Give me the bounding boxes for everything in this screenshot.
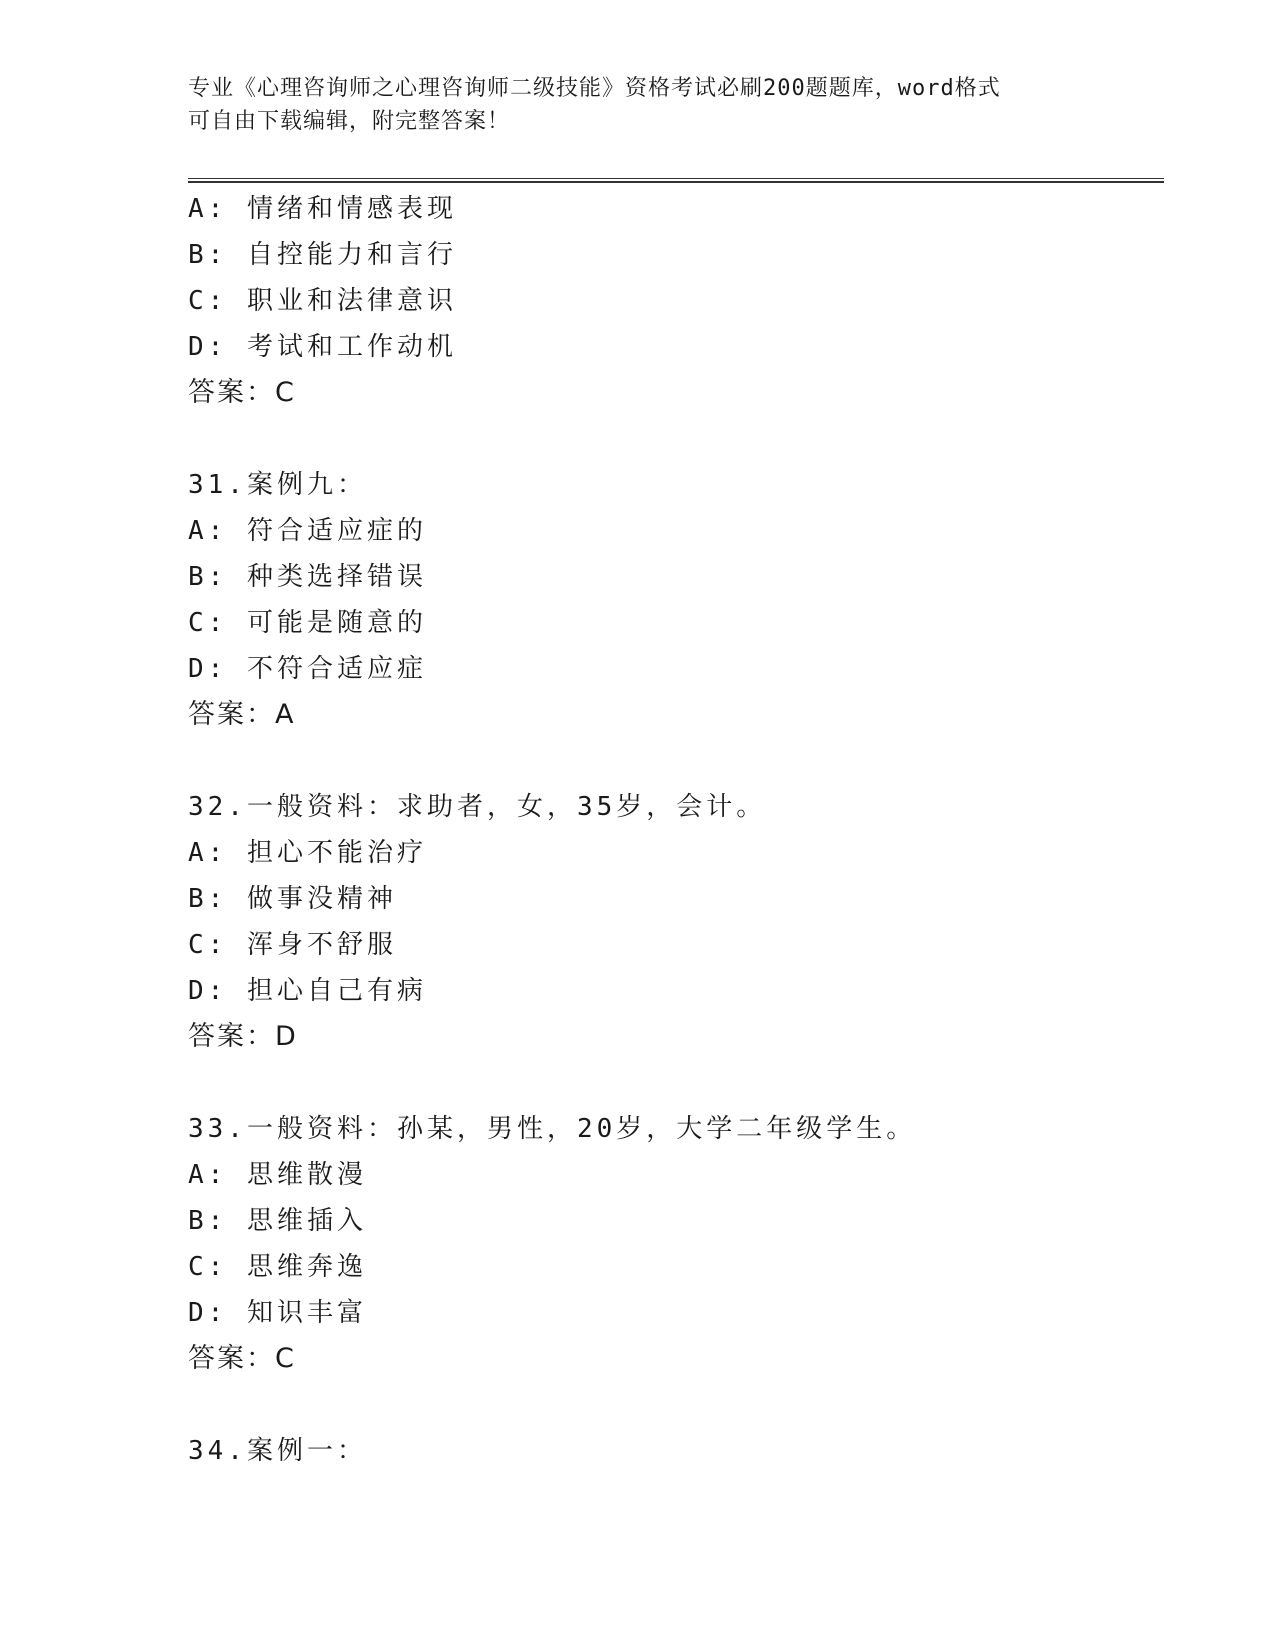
option-a: A: 思维散漫 [188,1160,367,1190]
document-header [188,72,1088,138]
answer-line: 答案：C [188,377,296,408]
answer-line: 答案：A [188,699,296,730]
option-a: A: 担心不能治疗 [188,838,427,868]
header-line-2: 可自由下载编辑，附完整答案！ [188,109,511,134]
question-stem: 34.案例一： [188,1436,367,1466]
question-block [188,186,1164,416]
option-d: D: 知识丰富 [188,1298,367,1328]
option-b: B: 自控能力和言行 [188,240,457,270]
option-c: C: 思维奔逸 [188,1252,367,1282]
answer-line: 答案：D [188,1021,298,1052]
header-divider [188,178,1164,183]
option-a: A: 情绪和情感表现 [188,194,457,224]
header-line-1: 专业《心理咨询师之心理咨询师二级技能》资格考试必刷200题题库，word格式 [188,76,1001,101]
question-list [188,186,1164,1474]
option-d: D: 担心自己有病 [188,976,427,1006]
spacer [188,416,1164,462]
option-c: C: 浑身不舒服 [188,930,397,960]
option-b: B: 思维插入 [188,1206,367,1236]
option-a: A: 符合适应症的 [188,516,427,546]
option-b: B: 做事没精神 [188,884,397,914]
question-block [188,1106,1164,1382]
answer-line: 答案：C [188,1343,296,1374]
spacer [188,1382,1164,1428]
option-c: C: 可能是随意的 [188,608,427,638]
question-stem: 31.案例九： [188,470,367,500]
question-stem: 32.一般资料：求助者，女，35岁，会计。 [188,792,767,822]
question-stem: 33.一般资料：孙某，男性，20岁，大学二年级学生。 [188,1114,917,1144]
option-d: D: 考试和工作动机 [188,332,457,362]
spacer [188,1060,1164,1106]
question-block [188,462,1164,738]
option-b: B: 种类选择错误 [188,562,427,592]
option-c: C: 职业和法律意识 [188,286,457,316]
spacer [188,738,1164,784]
question-block [188,784,1164,1060]
question-block [188,1428,1164,1474]
option-d: D: 不符合适应症 [188,654,427,684]
